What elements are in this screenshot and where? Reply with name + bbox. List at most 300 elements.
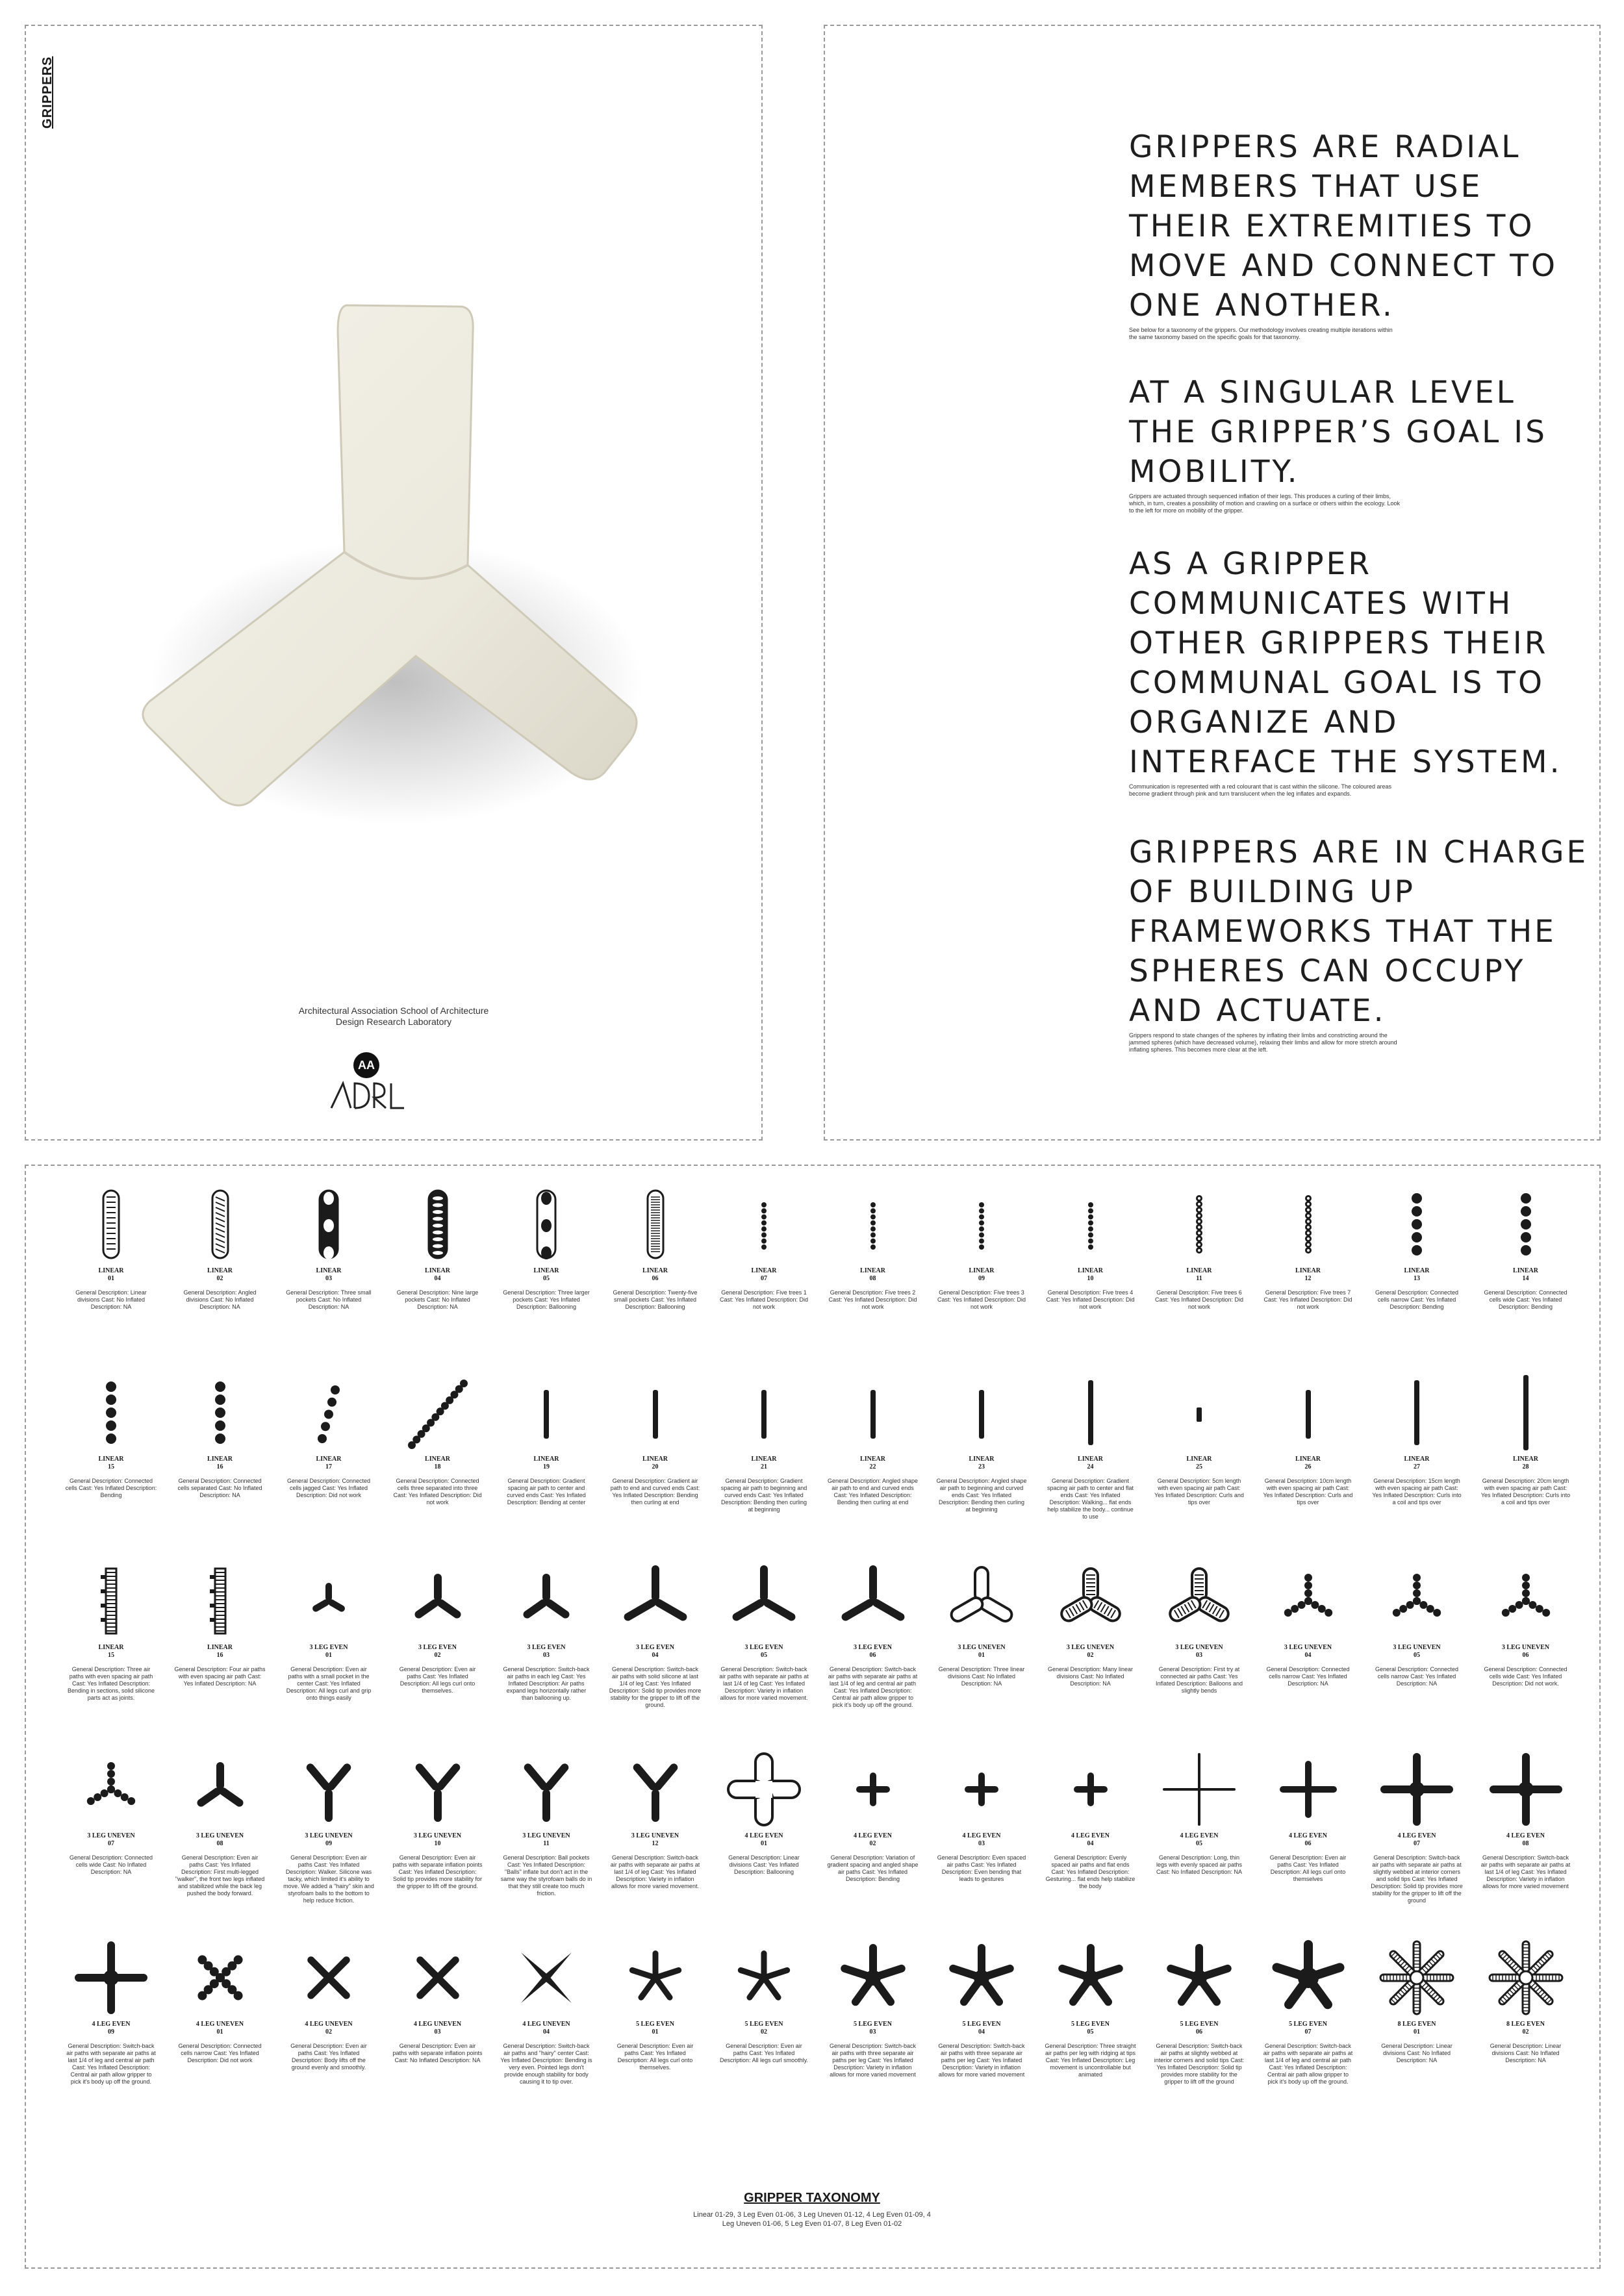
gripper-type-label: 4 LEG EVEN [1071, 1832, 1110, 1839]
y-wide-icon [616, 1562, 694, 1640]
gripper-cell [280, 1562, 377, 1702]
gripper-type-label: 3 LEG EVEN [527, 1644, 566, 1651]
gripper-cell [1477, 1185, 1575, 1311]
y-tall-icon [290, 1750, 368, 1828]
gripper-number: 03 [978, 1840, 985, 1847]
gripper-number: 12 [652, 1840, 659, 1847]
gripper-description: General Description: Connected cells jagged Cast: Yes Inflated Description: Did not work [286, 1478, 371, 1498]
y-striped-icon [1052, 1562, 1130, 1640]
gripper-type-label: 4 LEG UNEVEN [522, 2021, 570, 2028]
gripper-cell [933, 1939, 1030, 2078]
gripper-type-label: 4 LEG EVEN [1180, 1832, 1219, 1839]
gripper-number: 27 [1414, 1463, 1420, 1470]
gripper-description: General Description: Twenty-five small pockets Cast: Yes Inflated Description: Ballooning [613, 1289, 698, 1310]
gripper-cell [171, 1562, 269, 1687]
gripper-number: 02 [216, 1275, 223, 1282]
x-star-icon [507, 1939, 585, 2017]
gripper-description: General Description: Even air paths Cast: Yes Inflated Description: All legs curl onto themselves. [399, 1666, 476, 1694]
gripper-number: 15 [108, 1463, 114, 1470]
gripper-number: 23 [978, 1463, 985, 1470]
gripper-cell [1368, 1185, 1465, 1311]
gripper-description: General Description: 10cm length with even spacing air path Cast: Yes Inflated Description: Curls and tips over [1263, 1478, 1353, 1506]
gripper-description: General Description: Even spaced air paths Cast: Yes Inflated Description: Even bending that leads to gestures [937, 1854, 1026, 1882]
gripper-number: 01 [652, 2028, 659, 2036]
gripper-description: General Description: Even air paths Cast: Yes Inflated Description: All legs curl onto themselves [1269, 1854, 1347, 1882]
gripper-description: General Description: Connected cells narrow Cast: Yes Inflated Description: NA [1375, 1666, 1459, 1687]
gripper-type-label: 3 LEG EVEN [418, 1644, 457, 1651]
gripper-cell [498, 1185, 595, 1311]
gripper-number: 03 [543, 1652, 550, 1659]
gripper-description: General Description: Linear divisions Cast: No Inflated Description: NA [1490, 2043, 1562, 2063]
gripper-cell [280, 1750, 377, 1904]
gripper-type-label: 4 LEG EVEN [962, 1832, 1001, 1839]
gripper-type-label: 5 LEG EVEN [636, 2021, 674, 2028]
beads-big-icon [72, 1374, 150, 1452]
gripper-cell [1150, 1185, 1248, 1311]
gripper-description: General Description: Long, thin legs with evenly spaced air paths Cast: No Inflated Description: NA [1156, 1854, 1243, 1875]
gripper-type-label: LINEAR [1295, 1456, 1321, 1463]
gripper-type-label: 3 LEG UNEVEN [1175, 1644, 1223, 1651]
gripper-description: General Description: Angled divisions Cast: No Inflated Description: NA [183, 1289, 257, 1310]
gripper-description: General Description: Three straight air paths per leg with ridging at tips Cast: Yes Inflated Description: Leg movement is uncontrollable but animated [1045, 2043, 1136, 2078]
gripper-cell [1260, 1750, 1357, 1883]
gripper-description: General Description: Connected cells narrow Cast: Yes Inflated Description: NA [1266, 1666, 1350, 1687]
gripper-number: 26 [1304, 1463, 1312, 1470]
gripper-description: General Description: Connected cells wide Cast: Yes Inflated Description: Did not work. [1484, 1666, 1567, 1687]
gripper-type-label: 5 LEG EVEN [1180, 2021, 1219, 2028]
gripper-description: General Description: Three air paths with even spacing air path Cast: Yes Inflated Description: Bending in sections, solid silicone parts act as joints. [67, 1666, 155, 1701]
gripper-type-label: 4 LEG UNEVEN [305, 2021, 353, 2028]
gripper-number: 04 [978, 2028, 985, 2036]
statement-heading: AT A SINGULAR LEVEL THE GRIPPER’S GOAL IS MOBILITY. [1129, 375, 1547, 490]
statement-body: Grippers respond to state changes of the spheres by inflating their limbs and constricting around the jammed spheres (which have decreased volume), relaxing their limbs and allow for more stretch around inflating spheres. This becomes more clear at the left. [1129, 1032, 1397, 1053]
gripper-number: 08 [869, 1275, 876, 1282]
gripper-description: General Description: Variation of gradient spacing and angled shape air paths Cast: Yes Inflated Description: Bending [827, 1854, 919, 1882]
gripper-type-label: 3 LEG UNEVEN [1066, 1644, 1115, 1651]
gripper-type-label: 8 LEG EVEN [1397, 2021, 1436, 2028]
gripper-number: 21 [761, 1463, 767, 1470]
gripper-type-label: LINEAR [207, 1267, 233, 1274]
gripper-cell [280, 1374, 377, 1499]
gripper-cell [1042, 1185, 1139, 1311]
gripper-cell [715, 1374, 813, 1513]
gripper-cell [62, 1562, 160, 1702]
gripper-cell [715, 1750, 813, 1876]
gripper-number: 06 [1196, 2028, 1202, 2036]
gripper-type-label: 4 LEG EVEN [1397, 1832, 1436, 1839]
gripper-cell [62, 1750, 160, 1876]
rod-long-icon [1052, 1374, 1130, 1452]
gripper-number: 07 [1414, 1840, 1420, 1847]
gripper-type-label: LINEAR [1078, 1456, 1103, 1463]
gripper-number: 05 [1414, 1652, 1420, 1659]
gripper-type-label: LINEAR [1078, 1267, 1103, 1274]
x-mid-icon [290, 1939, 368, 2017]
gripper-type-label: LINEAR [860, 1456, 885, 1463]
gripper-description: General Description: Switch-back air paths with solid silicone at last 1/4 of leg Cast: Yes Inflated Description: Solid tip provides more stability for the gripper to lift off the ground. [609, 1666, 702, 1708]
gripper-type-label: 5 LEG EVEN [1289, 2021, 1327, 2028]
gripper-number: 01 [978, 1652, 985, 1659]
plus-wide-icon [1487, 1750, 1565, 1828]
gripper-type-label: 8 LEG EVEN [1506, 2021, 1545, 2028]
gripper-cell [1150, 1374, 1248, 1506]
gripper-number: 04 [1304, 1652, 1312, 1659]
gripper-type-label: LINEAR [1295, 1267, 1321, 1274]
gripper-cell [1042, 1562, 1139, 1687]
statement-heading: GRIPPERS ARE IN CHARGE OF BUILDING UP FRAMEWORKS THAT THE SPHERES CAN OCCUPY AND ACTUATE. [1129, 835, 1589, 1029]
gripper-description: General Description: Switch-back air paths at slightly webbed at interior corners and solid tips Cast: Yes Inflated Description: Solid tip provides more stability for the gripper to lift off the ground [1154, 2043, 1245, 2085]
gripper-description: General Description: Even air paths Cast: Yes Inflated Description: Body lifts off the ground evenly and smoothly. [290, 2043, 367, 2071]
gripper-description: General Description: Switch-back air paths with separate air paths at last 1/4 of leg and central air path Cast: Yes Inflated Description: Central air path allow gripper to pick it's body up off the ground. [1263, 2043, 1353, 2085]
gripper-description: General Description: Switch-back air paths with three separate air paths per leg Cast: Yes Inflated Description: Variety in inflation allows for more varied movement [829, 2043, 917, 2078]
gripper-type-label: 3 LEG EVEN [309, 1644, 348, 1651]
gripper-number: 04 [1087, 1840, 1094, 1847]
statement-heading: GRIPPERS ARE RADIAL MEMBERS THAT USE THEIR EXTREMITIES TO MOVE AND CONNECT TO ONE ANOTHER. [1129, 129, 1558, 323]
gripper-cell [62, 1185, 160, 1311]
gripper-number: 18 [434, 1463, 441, 1470]
y-tall-icon [399, 1750, 477, 1828]
gripper-cell [280, 1939, 377, 2071]
gripper-number: 05 [543, 1275, 550, 1282]
plus-small-icon [1052, 1750, 1130, 1828]
adrl-logo [329, 1081, 407, 1109]
plus-small-icon [834, 1750, 912, 1828]
gripper-type-label: 3 LEG UNEVEN [1284, 1644, 1332, 1651]
gripper-type-label: 3 LEG EVEN [636, 1644, 674, 1651]
beads-big-icon [1378, 1185, 1456, 1263]
gripper-type-label: 4 LEG EVEN [1289, 1832, 1327, 1839]
lab-name: Design Research Laboratory [335, 1016, 452, 1027]
gripper-type-label: 3 LEG UNEVEN [87, 1832, 135, 1839]
gripper-cell [62, 1374, 160, 1499]
gripper-cell [933, 1562, 1030, 1687]
y-beads-icon [1378, 1562, 1456, 1640]
gripper-cell [607, 1374, 704, 1506]
gripper-description: General Description: Connected cells separated Cast: No Inflated Description: NA [177, 1478, 262, 1498]
gripper-number: 17 [325, 1463, 332, 1470]
gripper-number: 02 [1522, 2028, 1529, 2036]
gripper-cell [933, 1374, 1030, 1513]
beads-long-icon [399, 1374, 477, 1452]
gripper-photo [123, 292, 656, 851]
gripper-cell [1150, 1562, 1248, 1695]
y-beads-icon [72, 1750, 150, 1828]
gripper-number: 09 [108, 2028, 114, 2036]
star5-wide-icon [943, 1939, 1021, 2017]
gripper-description: General Description: Connected cells narrow Cast: Yes Inflated Description: Bending [1375, 1289, 1459, 1310]
gripper-type-label: 3 LEG UNEVEN [196, 1832, 244, 1839]
gripper-cell [1042, 1374, 1139, 1520]
gripper-cell [607, 1939, 704, 2071]
gripper-description: General Description: Angled shape air path to beginning and curved ends Cast: Yes Inflated Description: Bending then curling at beginning [936, 1478, 1027, 1513]
gripper-type-label: 3 LEG UNEVEN [631, 1832, 679, 1839]
rod-xlong-icon [1487, 1374, 1565, 1452]
gripper-description: General Description: Five trees 6 Cast: Yes Inflated Description: Did not work [1154, 1289, 1244, 1310]
gripper-cell [607, 1185, 704, 1311]
gripper-cell [933, 1750, 1030, 1883]
gripper-description: General Description: Switch-back air paths with separate air paths at last 1/4 of leg Cast: Yes Inflated Description: Variety in inflation allows for more varied movement [1480, 1854, 1571, 1889]
gripper-number: 09 [978, 1275, 985, 1282]
gripper-type-label: LINEAR [316, 1267, 342, 1274]
gripper-cell [1042, 1939, 1139, 2078]
beads-diag-icon [290, 1374, 368, 1452]
y-beads-icon [1487, 1562, 1565, 1640]
gripper-cell [498, 1939, 595, 2086]
rod-long-icon [1378, 1374, 1456, 1452]
gripper-cell [280, 1185, 377, 1311]
gripper-cell [498, 1562, 595, 1702]
gripper-description: General Description: Gradient air path to end and curved ends Cast: Yes Inflated Description: Bending then curling at end [610, 1478, 700, 1506]
bar-angled-icon [181, 1185, 259, 1263]
gripper-number: 12 [1304, 1275, 1312, 1282]
gripper-number: 06 [1304, 1840, 1312, 1847]
plus-wide-icon [1378, 1750, 1456, 1828]
gripper-cell [389, 1185, 487, 1311]
gripper-type-label: LINEAR [98, 1456, 124, 1463]
gripper-number: 06 [652, 1275, 659, 1282]
gripper-cell [171, 1185, 269, 1311]
star5-icon [616, 1939, 694, 2017]
gripper-number: 28 [1522, 1463, 1529, 1470]
statement-2 [1129, 373, 1597, 514]
gripper-type-label: LINEAR [1404, 1456, 1430, 1463]
gripper-number: 20 [652, 1463, 659, 1470]
beads-icon [1052, 1185, 1130, 1263]
gripper-number: 14 [1522, 1275, 1529, 1282]
gripper-number: 09 [325, 1840, 332, 1847]
gripper-description: General Description: 15cm length with even spacing air path Cast: Yes Inflated Description: Curls into a coil and tips over [1372, 1478, 1462, 1506]
statement-heading: AS A GRIPPER COMMUNICATES WITH OTHER GRIPPERS THEIR COMMUNAL GOAL IS TO ORGANIZE AND INTERFACE THE SYSTEM. [1129, 546, 1562, 780]
gripper-description: General Description: Connected cells wide Cast: No Inflated Description: NA [69, 1854, 153, 1875]
gripper-cell [715, 1939, 813, 2064]
gripper-description: General Description: Five trees 2 Cast: Yes Inflated Description: Did not work [828, 1289, 917, 1310]
gripper-number: 16 [216, 1463, 223, 1470]
rod-icon [725, 1374, 803, 1452]
gripper-type-label: 5 LEG EVEN [962, 2021, 1001, 2028]
gripper-type-label: LINEAR [207, 1456, 233, 1463]
star8-icon [1487, 1939, 1565, 2017]
y-striped-icon [1160, 1562, 1238, 1640]
gripper-cell [171, 1374, 269, 1499]
gripper-type-label: LINEAR [642, 1456, 668, 1463]
gripper-description: General Description: Switch-back air paths with separate air paths at last 1/4 of leg Cast: Yes Inflated Description: Variety in inflation allows for more varied movement. [610, 1854, 700, 1889]
gripper-number: 01 [325, 1652, 332, 1659]
bar-25-icon [616, 1185, 694, 1263]
gripper-type-label: LINEAR [425, 1456, 450, 1463]
gripper-description: General Description: Gradient spacing air path to beginning and curved ends Cast: Yes Inflated Description: Bending then curling at beginning [720, 1478, 807, 1513]
gripper-description: General Description: Switch-back air paths with separate air paths at last 1/4 of leg and central air path Cast: Yes Inflated Description: Central air path allow gripper to pick it's body up off the ground. [828, 1666, 918, 1708]
gripper-number: 08 [216, 1840, 223, 1847]
gripper-cell [1260, 1562, 1357, 1687]
beads-x-icon [1269, 1185, 1347, 1263]
gripper-cell [1042, 1750, 1139, 1890]
gripper-description: General Description: Connected cells wide Cast: Yes Inflated Description: Bending [1484, 1289, 1567, 1310]
gripper-number: 07 [761, 1275, 767, 1282]
rod-icon [943, 1374, 1021, 1452]
y-tall-icon [507, 1750, 585, 1828]
beads-big-icon [1487, 1185, 1565, 1263]
gripper-number: 04 [652, 1652, 659, 1659]
gripper-description: General Description: Switch-back air paths and "hairy" center Cast: Yes Inflated Description: Bending is very even. Pointed legs don't provide enough stability for body causing it to tip over. [500, 2043, 592, 2085]
bar-slots-icon [72, 1185, 150, 1263]
gripper-description: General Description: Switch-back air paths with three separate air paths per leg Cast: Yes Inflated Description: Variety in inflation allows for more varied movement [938, 2043, 1025, 2078]
beads-big-icon [181, 1374, 259, 1452]
gripper-type-label: 3 LEG UNEVEN [305, 1832, 353, 1839]
gripper-description: General Description: 20cm length with even spacing air path Cast: Yes Inflated Description: Curls into a coil and tips over [1480, 1478, 1571, 1506]
gripper-description: General Description: Linear divisions Cast: Yes Inflated Description: Ballooning [728, 1854, 800, 1875]
gripper-description: General Description: First try at connected air paths Cast: Yes Inflated Description: Balloons and slightly bends [1155, 1666, 1243, 1694]
gripper-number: 16 [216, 1652, 223, 1659]
school-name: Architectural Association School of Architecture [298, 1005, 489, 1016]
gripper-description: General Description: Five trees 4 Cast: Yes Inflated Description: Did not work [1046, 1289, 1135, 1310]
statement-body: See below for a taxonomy of the grippers. Our methodology involves creating multiple iterations within the same taxonomy based on the specific goals for that taxonomy. [1129, 327, 1393, 340]
ladder-icon [181, 1562, 259, 1640]
gripper-description: General Description: Connected cells three separated into three Cast: Yes Inflated Description: Did not work [393, 1478, 482, 1506]
gripper-cell [498, 1750, 595, 1897]
gripper-description: General Description: Even air paths Cast: Yes Inflated Description: All legs curl smoothly. [720, 2043, 808, 2063]
gripper-cell [824, 1750, 922, 1883]
gripper-description: General Description: Five trees 1 Cast: Yes Inflated Description: Did not work [719, 1289, 809, 1310]
gripper-cell [1477, 1750, 1575, 1890]
gripper-description: General Description: Three larger pockets Cast: Yes Inflated Description: Ballooning [503, 1289, 590, 1310]
star5-wide-icon [1052, 1939, 1130, 2017]
taxonomy-title: GRIPPER TAXONOMY [744, 2191, 880, 2205]
rod-icon [1269, 1374, 1347, 1452]
bar-pockets9-icon [399, 1185, 477, 1263]
gripper-description: General Description: Five trees 3 Cast: Yes Inflated Description: Did not work [937, 1289, 1026, 1310]
gripper-type-label: 4 LEG EVEN [744, 1832, 783, 1839]
plus-thin-icon [1160, 1750, 1238, 1828]
plus-mid-icon [1269, 1750, 1347, 1828]
gripper-cell [607, 1750, 704, 1890]
gripper-cell [1150, 1750, 1248, 1876]
side-label: GRIPPERS [40, 56, 55, 129]
ladder-icon [72, 1562, 150, 1640]
gripper-description: General Description: Switch-back air paths with separate air paths at slightly webbed at interior corners and solid tips Cast: Yes Inflated Description: Solid tip provides more stability for the gripper to lift off the ground [1371, 1854, 1463, 1904]
gripper-cell [824, 1185, 922, 1311]
gripper-description: General Description: Gradient spacing air path to center and flat ends Cast: Yes Inflated Description: Walking... flat ends help stabilize the body... continue to use [1047, 1478, 1134, 1520]
gripper-type-label: LINEAR [98, 1644, 124, 1651]
gripper-number: 01 [216, 2028, 223, 2036]
gripper-type-label: 4 LEG EVEN [92, 2021, 131, 2028]
gripper-number: 05 [761, 1652, 767, 1659]
gripper-description: General Description: Even air paths Cast: Yes Inflated Description: All legs curl onto themselves. [616, 2043, 694, 2071]
statement-body: Grippers are actuated through sequenced inflation of their legs. This produces a curling of their limbs, which, in turn, creates a possibility of motion and crawling on a surface or others within the ecology. Look to the left for more on mobility of the gripper. [1129, 493, 1401, 514]
y-tall-icon [616, 1750, 694, 1828]
gripper-type-label: 3 LEG UNEVEN [522, 1832, 570, 1839]
gripper-cell [824, 1939, 922, 2078]
gripper-type-label: 4 LEG UNEVEN [196, 2021, 244, 2028]
y-beads-icon [1269, 1562, 1347, 1640]
gripper-number: 06 [869, 1652, 876, 1659]
gripper-cell [498, 1374, 595, 1506]
x-beads-icon [181, 1939, 259, 2017]
gripper-number: 04 [434, 1275, 441, 1282]
y-wide-icon [725, 1562, 803, 1640]
gripper-number: 02 [1087, 1652, 1094, 1659]
gripper-type-label: LINEAR [1513, 1456, 1538, 1463]
gripper-type-label: LINEAR [1404, 1267, 1430, 1274]
bar-pockets3b-icon [507, 1185, 585, 1263]
gripper-cell [1477, 1939, 1575, 2064]
gripper-type-label: LINEAR [533, 1267, 559, 1274]
gripper-cell [1260, 1374, 1357, 1506]
gripper-cell [933, 1185, 1030, 1311]
gripper-type-label: 3 LEG UNEVEN [1501, 1644, 1550, 1651]
taxonomy-panel [25, 1165, 1601, 2269]
gripper-number: 08 [1522, 1840, 1529, 1847]
gripper-type-label: LINEAR [425, 1267, 450, 1274]
gripper-number: 10 [434, 1840, 441, 1847]
gripper-cell [1368, 1939, 1465, 2064]
gripper-number: 05 [1196, 1840, 1202, 1847]
gripper-type-label: LINEAR [969, 1456, 995, 1463]
gripper-number: 07 [108, 1840, 114, 1847]
gripper-description: General Description: Angled shape air path to end and curved ends Cast: Yes Inflated Description: Bending then curling at end [827, 1478, 919, 1506]
gripper-number: 13 [1414, 1275, 1420, 1282]
gripper-type-label: LINEAR [860, 1267, 885, 1274]
gripper-type-label: LINEAR [1186, 1267, 1212, 1274]
gripper-description: General Description: Connected cells Cast: Yes Inflated Description: Bending [65, 1478, 157, 1498]
gripper-cell [1150, 1939, 1248, 2086]
gripper-description: General Description: Switch-back air paths in each leg Cast: Yes Inflated Description: Air paths expand legs horizontally rather than ballooning up. [503, 1666, 590, 1701]
rod-short-icon [1160, 1374, 1238, 1452]
gripper-number: 19 [543, 1463, 550, 1470]
gripper-cell [607, 1562, 704, 1709]
rod-icon [507, 1374, 585, 1452]
gripper-type-label: 3 LEG UNEVEN [413, 1832, 462, 1839]
gripper-number: 05 [1087, 2028, 1094, 2036]
gripper-description: General Description: 5cm length with even spacing air path Cast: Yes Inflated Description: Curls and tips over [1154, 1478, 1244, 1506]
bar-pockets3-icon [290, 1185, 368, 1263]
gripper-number: 03 [434, 2028, 441, 2036]
gripper-type-label: LINEAR [751, 1456, 777, 1463]
plus-small-icon [943, 1750, 1021, 1828]
gripper-cell [1260, 1185, 1357, 1311]
gripper-type-label: LINEAR [642, 1267, 668, 1274]
y-mid-icon [507, 1562, 585, 1640]
aa-logo: AA [353, 1052, 379, 1078]
gripper-type-label: 3 LEG EVEN [854, 1644, 892, 1651]
gripper-type-label: 4 LEG EVEN [854, 1832, 892, 1839]
gripper-cell [1477, 1374, 1575, 1506]
star5-big-icon [1269, 1939, 1347, 2017]
gripper-description: General Description: Even air paths with a small pocket in the center Cast: Yes Inflated Description: All legs curl and grip onto things easily [286, 1666, 372, 1701]
gripper-cell [715, 1185, 813, 1311]
gripper-cell [171, 1939, 269, 2064]
statement-1 [1129, 127, 1597, 341]
gripper-cell [715, 1562, 813, 1702]
statement-4 [1129, 833, 1597, 1053]
gripper-description: General Description: Nine large pockets Cast: No Inflated Description: NA [396, 1289, 479, 1310]
gripper-number: 22 [869, 1463, 876, 1470]
x-outline-icon [725, 1750, 803, 1828]
gripper-number: 03 [1196, 1652, 1202, 1659]
gripper-number: 02 [761, 2028, 767, 2036]
gripper-cell [389, 1374, 487, 1506]
gripper-description: General Description: Five trees 7 Cast: Yes Inflated Description: Did not work [1263, 1289, 1352, 1310]
gripper-type-label: LINEAR [316, 1456, 342, 1463]
gripper-cell [389, 1562, 487, 1695]
gripper-number: 01 [761, 1840, 767, 1847]
gripper-number: 03 [869, 2028, 876, 2036]
gripper-number: 11 [543, 1840, 550, 1847]
beads-icon [725, 1185, 803, 1263]
taxonomy-subtitle: Linear 01-29, 3 Leg Even 01-06, 3 Leg Uneven 01-12, 4 Leg Even 01-09, 4 Leg Uneven 01-06, 5 Leg Even 01-07, 8 Leg Even 01-02 [693, 2211, 931, 2228]
gripper-description: General Description: Switch-back air paths with separate air paths at last 1/4 of leg and central air path Cast: Yes Inflated Description: Central air path allow gripper to pick it's body up off the ground. [66, 2043, 156, 2085]
gripper-number: 15 [108, 1652, 114, 1659]
gripper-type-label: 3 LEG EVEN [744, 1644, 783, 1651]
